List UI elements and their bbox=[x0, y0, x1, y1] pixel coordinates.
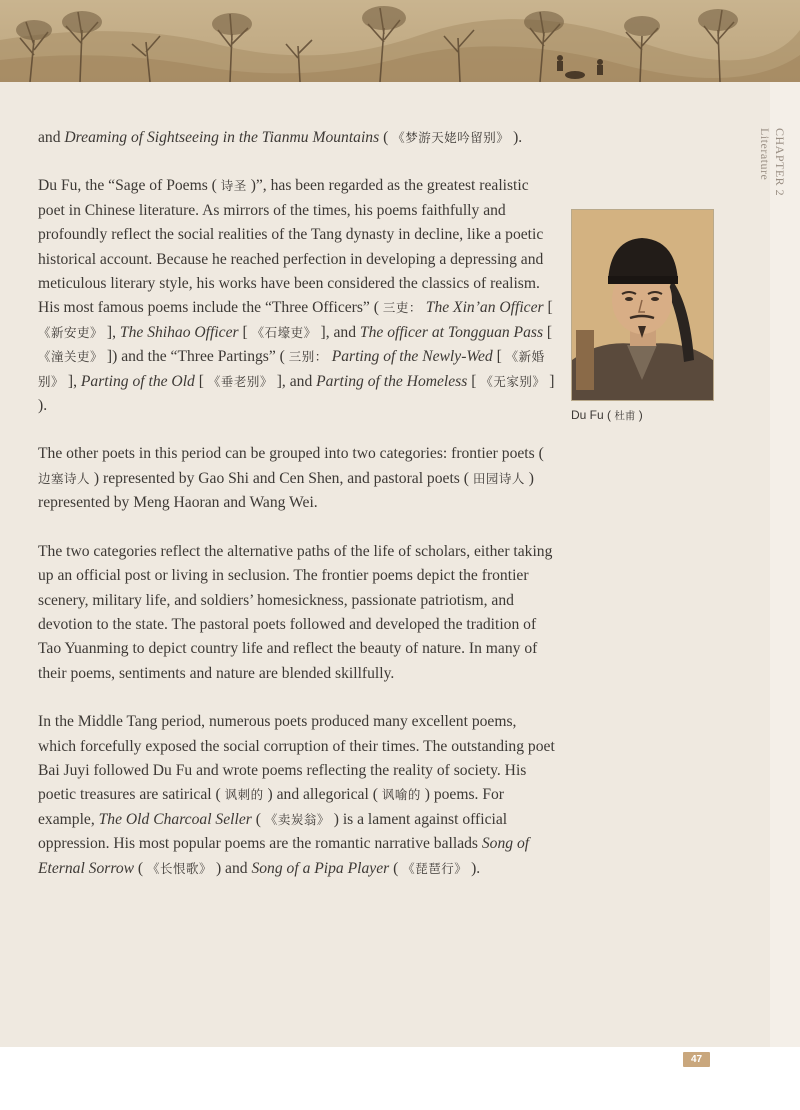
paragraph-4: In the Middle Tang period, numerous poets produced many excellent poems, which forcefully exposed the social corruption of their times. The outstanding poet Bai Juyi followed Du Fu and wrote poems reflecting the reality of society. His poetic treasures are satirical ( 讽刺的 ) and allegorical ( 讽喻的 ) poems. For example, The Old Charcoal Seller ( 《卖炭翁》 ) is a lament against official oppression. His most popular poems are the romantic narrative ballads Song of Eternal Sorrow ( 《长恨歌》 ) and Song of a Pipa Player ( 《琵琶行》 ). bbox=[38, 713, 555, 877]
paragraph-2: The other poets in this period can be grouped into two categories: frontier poets ( 边塞诗人 ) represented by Gao Shi and Cen Shen, and pastoral poets ( 田园诗人 ) represented by Meng Haoran and Wang Wei. bbox=[38, 445, 544, 512]
paragraph-0: and Dreaming of Sightseeing in the Tianmu Mountains ( 《梦游天姥吟留别》 ). bbox=[38, 129, 523, 146]
portrait-caption-cn: 杜甫 bbox=[614, 410, 636, 422]
body-text bbox=[38, 126, 558, 905]
portrait-caption bbox=[571, 408, 643, 423]
chapter-side-tab bbox=[770, 82, 800, 1047]
portrait-caption-cn-wrap: ( 杜甫 ) bbox=[607, 408, 643, 422]
chapter-label bbox=[747, 128, 787, 218]
du-fu-portrait bbox=[571, 209, 714, 401]
page-number: 47 bbox=[683, 1052, 710, 1067]
paragraph-1: Du Fu, the “Sage of Poems ( 诗圣 )”, has been regarded as the greatest realistic poet in Chinese literature. As mirrors of the times, his poems faithfully and profoundly reflect the social realities of the Tang dynasty in decline, like a poetic historical account. Because he reached perfection in developing a depressing and meticulous literary style, his works have been considered the classics of realism. His most famous poems include the “Three Officers” ( 三吏： The Xin’an Officer [ 《新安吏》 ], The Shihao Officer [ 《石壕吏》 ], and The officer at Tongguan Pass [ 《潼关吏》 ]) and the “Three Partings” ( 三别： Parting of the Newly-Wed [ 《新婚别》 ], Parting of the Old [ 《垂老别》 ], and Parting of the Homeless [ 《无家别》 ] ). bbox=[38, 177, 555, 415]
chapter-number: CHAPTER 2 bbox=[773, 128, 787, 197]
portrait-caption-en: Du Fu bbox=[571, 408, 604, 422]
chapter-title: Literature bbox=[758, 128, 772, 181]
paragraph-3: The two categories reflect the alternative paths of the life of scholars, either taking up an official post or living in seclusion. The frontier poems depict the frontier scenery, military life, and soldiers’ homesickness, passionate patriotism, and devotion to the state. The pastoral poets followed and developed the tradition of Tao Yuanming to depict country life and reflect the beauty of nature. In many of their poems, sentiments and nature are blended skillfully. bbox=[38, 542, 553, 682]
